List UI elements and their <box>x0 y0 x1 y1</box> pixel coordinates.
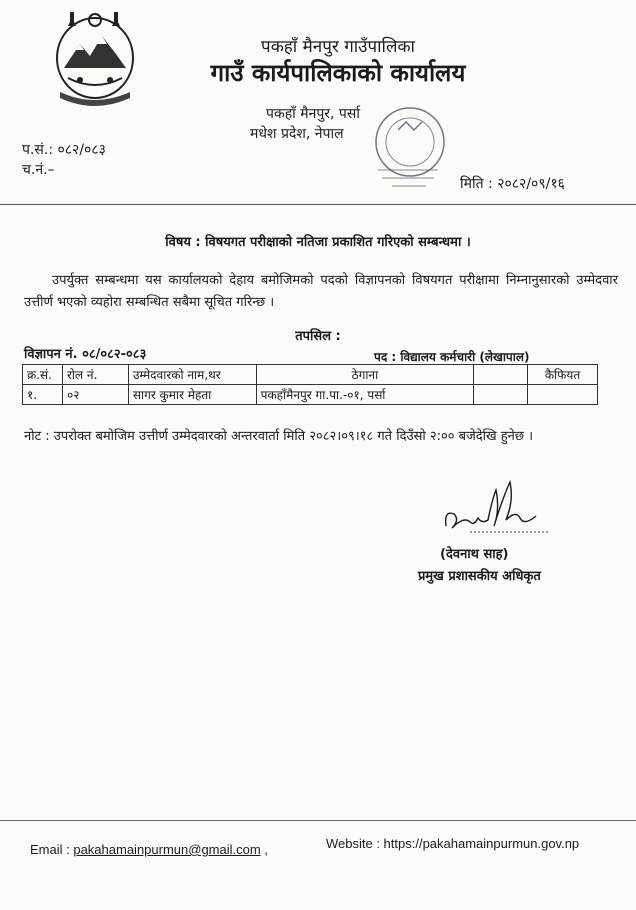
office-name: गाउँ कार्यपालिकाको कार्यालय <box>210 59 466 87</box>
letter-date: मिति : २०८२/०९/१६ <box>460 176 565 192</box>
footer-website[interactable]: Website : https://pakahamainpurmun.gov.np <box>326 836 580 851</box>
header-divider <box>0 204 636 205</box>
table-header <box>474 365 528 385</box>
table-header-row <box>23 365 598 385</box>
advertisement-number: विज्ञापन नं. ०८/०८२-०८३ <box>24 347 147 362</box>
address-line-1: पकहाँ मैनपुर, पर्सा <box>266 106 360 122</box>
table-header: उम्मेदवारको नाम,थर <box>128 365 256 385</box>
table-cell <box>528 385 598 405</box>
table-row <box>23 385 598 405</box>
email-suffix: , <box>260 842 268 857</box>
footer-email <box>30 842 268 857</box>
email-label: Email : <box>30 842 74 857</box>
footer-divider <box>0 820 636 821</box>
body-paragraph: उपर्युक्त सम्बन्धमा यस कार्यालयको देहाय बमोजिमको पदको विज्ञापनको विषयगत परीक्षामा निम्नानुसारको उम्मेदवार उत्तीर्ण भएको व्यहोरा सम्बन्धित सबैमा सूचित गरिन्छ । <box>24 273 618 310</box>
table-cell: ०२ <box>62 385 128 405</box>
interview-note: नोट : उपरोक्त बमोजिम उत्तीर्ण उम्मेदवारको अन्तरवार्ता मिति २०८२।०९।१८ गते दिउँसो २:०० बजेदेखि हुनेछ । <box>24 429 534 444</box>
table-header: कैफियत <box>528 365 598 385</box>
results-table <box>22 364 598 405</box>
table-cell: पकहाँमैनपुर गा.पा.-०१, पर्सा <box>256 385 474 405</box>
signatory-name: (देवनाथ साह) <box>440 547 509 562</box>
municipality-name: पकहाँ मैनपुर गाउँपालिका <box>261 37 415 57</box>
office-stamp <box>338 100 458 196</box>
dispatch-number: च.नं.– <box>22 162 55 178</box>
table-cell: सागर कुमार मेहता <box>128 385 256 405</box>
signatory-title: प्रमुख प्रशासकीय अधिकृत <box>418 569 541 584</box>
table-header: रोल नं. <box>62 365 128 385</box>
post-title: पद : विद्यालय कर्मचारी (लेखापाल) <box>374 350 530 364</box>
email-link[interactable]: pakahamainpurmun@gmail.com <box>73 842 261 857</box>
table-cell <box>474 385 528 405</box>
subject-line: विषय : विषयगत परीक्षाको नतिजा प्रकाशित गरिएको सम्बन्धमा । <box>165 235 471 250</box>
table-header: ठेगाना <box>256 365 474 385</box>
signature <box>440 470 550 550</box>
address-line-2: मधेश प्रदेश, नेपाल <box>250 126 344 142</box>
list-heading: तपसिल : <box>295 329 341 344</box>
table-cell: १. <box>23 385 63 405</box>
table-header: क्र.सं. <box>23 365 63 385</box>
reference-number: प.सं.: ०८२/०८३ <box>22 142 106 158</box>
